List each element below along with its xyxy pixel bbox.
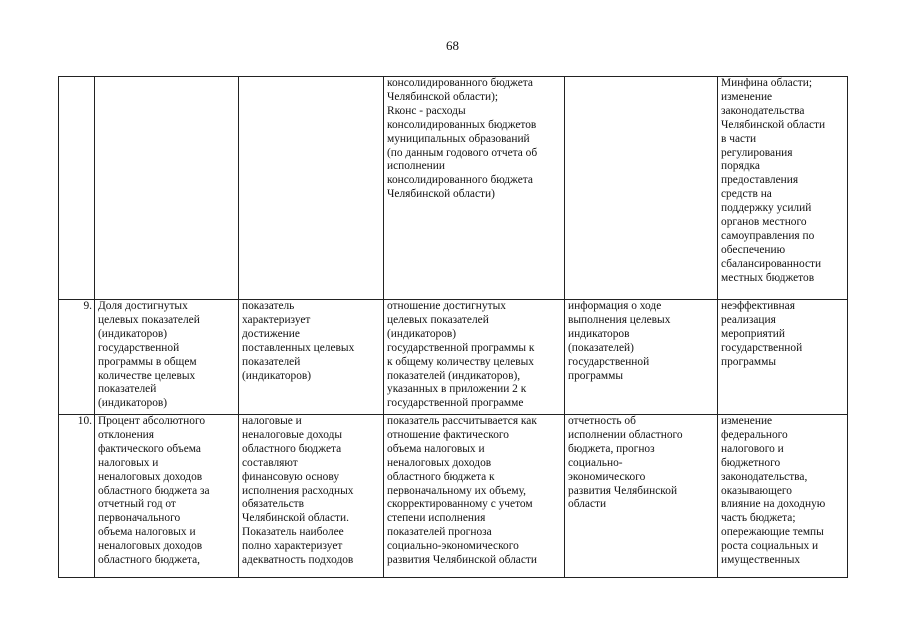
row-number-cell: 10. <box>59 415 95 578</box>
description-cell: показатель характеризует достижение поставленных целевых показателей (индикаторов) <box>239 300 384 415</box>
page-number: 68 <box>446 38 459 53</box>
factors-cell: неэффективная реализация мероприятий государственной программы <box>718 300 848 415</box>
calculation-method-cell: показатель рассчитывается как отношение фактического объема налоговых и неналоговых доходов областного бюджета к первоначальному их объему, скорректированному с учетом степени исполнения показателей прогноза социально-экономического развития Челябинской области <box>384 415 565 578</box>
description-cell: налоговые и неналоговые доходы областного бюджета составляют финансовую основу исполнения расходных обязательств Челябинской области. Показатель наиболее полно характеризует адекватность подходов <box>239 415 384 578</box>
indicator-name-cell: Доля достигнутых целевых показателей (индикаторов) государственной программы в общем количестве целевых показателей (индикаторов) <box>95 300 239 415</box>
row-number-cell: 9. <box>59 300 95 415</box>
indicator-name-cell: Процент абсолютного отклонения фактического объема налоговых и неналоговых доходов областного бюджета за отчетный год от первоначального объема налоговых и неналоговых доходов областного бюджета, <box>95 415 239 578</box>
data-source-cell: отчетность об исполнении областного бюджета, прогноз социально- экономического развития Челябинской области <box>565 415 718 578</box>
calculation-method-cell: отношение достигнутых целевых показателей (индикаторов) государственной программы к к общему количеству целевых показателей (индикаторов), указанных в приложении 2 к государственной программе <box>384 300 565 415</box>
indicator-table <box>58 76 848 578</box>
calculation-method-cell: консолидированного бюджета Челябинской области); Rконс - расходы консолидированных бюджетов муниципальных образований (по данным годового отчета об исполнении консолидированного бюджета Челябинской области) <box>384 77 565 300</box>
description-cell <box>239 77 384 300</box>
table-row <box>59 300 848 415</box>
table-row <box>59 77 848 300</box>
factors-cell: изменение федерального налогового и бюджетного законодательства, оказывающего влияние на доходную часть бюджета; опережающие темпы роста социальных и имущественных <box>718 415 848 578</box>
row-number-cell <box>59 77 95 300</box>
data-source-cell: информация о ходе выполнения целевых индикаторов (показателей) государственной программы <box>565 300 718 415</box>
table-row <box>59 415 848 578</box>
indicator-name-cell <box>95 77 239 300</box>
data-source-cell <box>565 77 718 300</box>
factors-cell: Минфина области; изменение законодательства Челябинской области в части регулирования порядка предоставления средств на поддержку усилий органов местного самоуправления по обеспечению сбалансированности местных бюджетов <box>718 77 848 300</box>
